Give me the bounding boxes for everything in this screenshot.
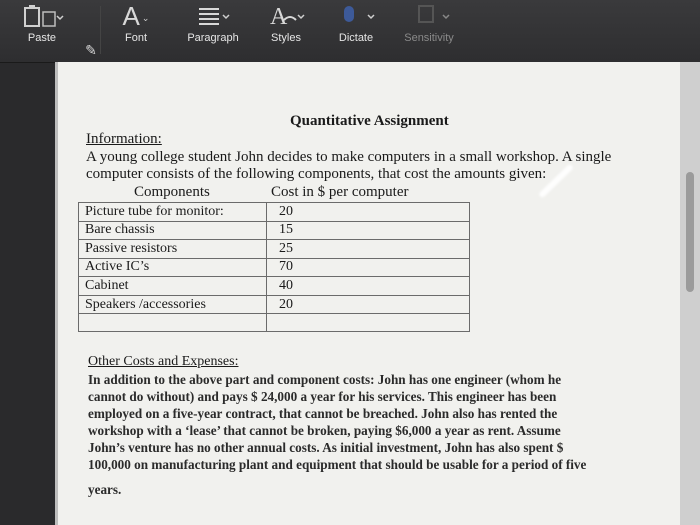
clipboard-icon [18,2,66,30]
table-header-cost: Cost in $ per computer [271,184,409,200]
table-row [79,258,470,277]
cost-cell: 25 [267,240,470,259]
component-cell [79,314,267,332]
other-costs-line: John’s venture has no other annual costs. As initial investment, John has also spent $ [88,440,564,455]
font-A-icon: A ⌄ [122,1,150,31]
other-costs-line: 100,000 on manufacturing plant and equipment that should be usable for a period of five [88,457,587,472]
other-costs-line: workshop with a ‘lease’ that cannot be broken, paying $6,000 a year as rent. Assume [88,423,561,438]
component-cell: Speakers /accessories [79,295,267,314]
styles-button[interactable] [260,0,312,62]
paste-button[interactable] [18,0,66,62]
component-cell: Active IC’s [79,258,267,277]
sensitivity-icon [396,2,462,30]
format-painter-icon: ✎ [85,42,97,58]
component-cell: Bare chassis [79,221,267,240]
ribbon-toolbar [0,0,700,63]
component-cell: Passive resistors [79,240,267,259]
other-costs-line: years. [88,482,122,497]
page-title: Quantitative Assignment [290,113,449,129]
table-header-components: Components [134,184,210,200]
dictate-label: Dictate [338,32,374,44]
information-line: computer consists of the following components, that cost the amounts given: [86,166,547,182]
font-button[interactable] [108,0,164,62]
component-cell: Cabinet [79,277,267,296]
table-row [79,240,470,259]
information-heading: Information: [86,131,162,147]
sensitivity-button[interactable] [396,0,462,62]
other-costs-heading: Other Costs and Expenses: [88,354,239,369]
dictate-button[interactable] [330,0,382,62]
table-row [79,314,470,332]
cost-cell: 15 [267,221,470,240]
cost-cell: 40 [267,277,470,296]
vertical-scrollbar[interactable] [680,62,700,525]
sensitivity-label: Sensitivity [404,32,454,44]
cost-cell [267,314,470,332]
other-costs-line: In addition to the above part and component costs: John has one engineer (whom he [88,372,562,387]
cost-cell: 20 [267,203,470,222]
microphone-icon [330,2,382,30]
svg-text:A: A [270,4,288,30]
table-row [79,295,470,314]
cost-cell: 70 [267,258,470,277]
paragraph-label: Paragraph [187,32,239,44]
component-cost-table [78,202,470,332]
scrollbar-thumb[interactable] [686,172,694,292]
cost-cell: 20 [267,295,470,314]
styles-icon [260,2,312,30]
information-line: A young college student John decides to make computers in a small workshop. A single [86,149,612,165]
other-costs-line: employed on a five-year contract, that cannot be breached. John also has rented the [88,406,558,421]
table-row [79,277,470,296]
paragraph-button[interactable] [180,0,246,62]
ribbon-separator [100,6,101,54]
format-painter-button[interactable] [80,0,102,62]
component-cell: Picture tube for monitor: [79,203,267,222]
font-label: Font [124,32,147,44]
styles-label: Styles [271,32,301,44]
other-costs-line: cannot do without) and pays $ 24,000 a year for his services. This engineer has been [88,389,557,404]
paste-label: Paste [27,32,57,44]
table-row [79,203,470,222]
table-row [79,221,470,240]
paragraph-align-icon [180,2,246,30]
